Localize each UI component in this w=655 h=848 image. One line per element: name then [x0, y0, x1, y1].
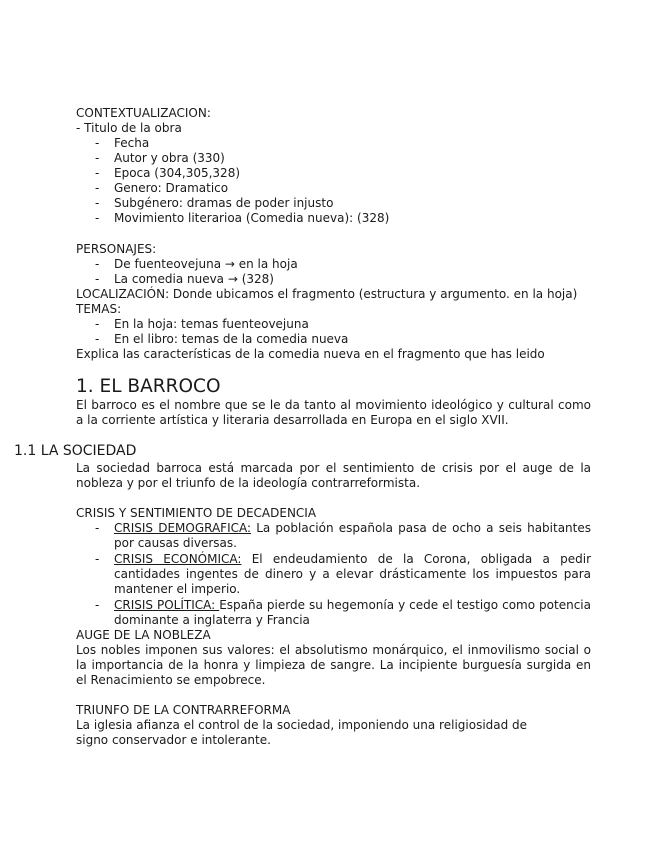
triunfo-line: La iglesia afianza el control de la sociedad, imponiendo una religiosidad de	[76, 718, 528, 732]
list-item	[76, 598, 591, 628]
personajes-list	[76, 257, 591, 287]
temas-list	[76, 317, 591, 347]
triunfo-line: signo conservador e intolerante.	[76, 733, 271, 747]
crisis-label: CRISIS POLÍTICA:	[114, 598, 220, 612]
crisis-heading: CRISIS Y SENTIMIENTO DE DECADENCIA	[76, 506, 317, 520]
contextualizacion-list	[76, 136, 591, 226]
crisis-list	[76, 521, 591, 628]
auge-heading: AUGE DE LA NOBLEZA	[76, 628, 211, 642]
crisis-section	[76, 506, 591, 688]
list-item: - Epoca (304,305,328)	[76, 166, 591, 181]
list-item: - Movimiento literarioa (Comedia nueva): (328)	[76, 211, 591, 226]
list-item: - La comedia nueva → (328)	[76, 272, 591, 287]
sociedad-paragraph: La sociedad barroca está marcada por el sentimiento de crisis por el auge de la nobleza y por el triunfo de la ideología contrarreformista.	[76, 461, 591, 490]
triunfo-section	[76, 703, 591, 748]
list-item: - Genero: Dramatico	[76, 181, 591, 196]
personajes-section	[76, 242, 591, 362]
list-item: - En la hoja: temas fuenteovejuna	[76, 317, 591, 332]
crisis-text: España pierde su hegemonía y cede el testigo como potencia dominante a inglaterra y Francia	[114, 598, 591, 627]
temas-heading: TEMAS:	[76, 302, 122, 316]
explica-line: Explica las características de la comedia nueva en el fragmento que has leido	[76, 347, 545, 361]
barroco-title: 1. EL BARROCO	[76, 376, 221, 397]
personajes-heading: PERSONAJES:	[76, 242, 157, 256]
titulo-line: - Titulo de la obra	[76, 121, 182, 135]
barroco-paragraph: El barroco es el nombre que se le da tanto al movimiento ideológico y cultural como a la corriente artística y literaria desarrollada en Europa en el siglo XVII.	[76, 398, 591, 427]
list-item	[76, 552, 591, 597]
contextualizacion-section	[76, 106, 591, 226]
list-item: - Autor y obra (330)	[76, 151, 591, 166]
crisis-label: CRISIS DEMOGRAFICA:	[114, 521, 252, 535]
sociedad-title: 1.1 LA SOCIEDAD	[14, 443, 137, 459]
contextualizacion-heading: CONTEXTUALIZACION:	[76, 106, 211, 120]
list-item	[76, 521, 591, 551]
localizacion-line: LOCALIZACIÓN: Donde ubicamos el fragmento (estructura y argumento. en la hoja)	[76, 287, 578, 301]
list-item: - Fecha	[76, 136, 591, 151]
list-item: - Subgénero: dramas de poder injusto	[76, 196, 591, 211]
crisis-text: El endeudamiento de la Corona, obligada a pedir cantidades ingentes de dinero y a elevar drásticamente los impuestos para mantener el imperio.	[114, 552, 592, 596]
triunfo-heading: TRIUNFO DE LA CONTRARREFORMA	[76, 703, 291, 717]
list-item: - En el libro: temas de la comedia nueva	[76, 332, 591, 347]
auge-paragraph: Los nobles imponen sus valores: el absolutismo monárquico, el inmovilismo social o la importancia de la honra y limpieza de sangre. La incipiente burguesía surgida en el Renacimiento se empobrece.	[76, 643, 591, 687]
list-item: - De fuenteovejuna → en la hoja	[76, 257, 591, 272]
crisis-label: CRISIS ECONÓMICA:	[114, 552, 242, 566]
crisis-text: La población española pasa de ocho a seis habitantes por causas diversas.	[114, 521, 591, 550]
